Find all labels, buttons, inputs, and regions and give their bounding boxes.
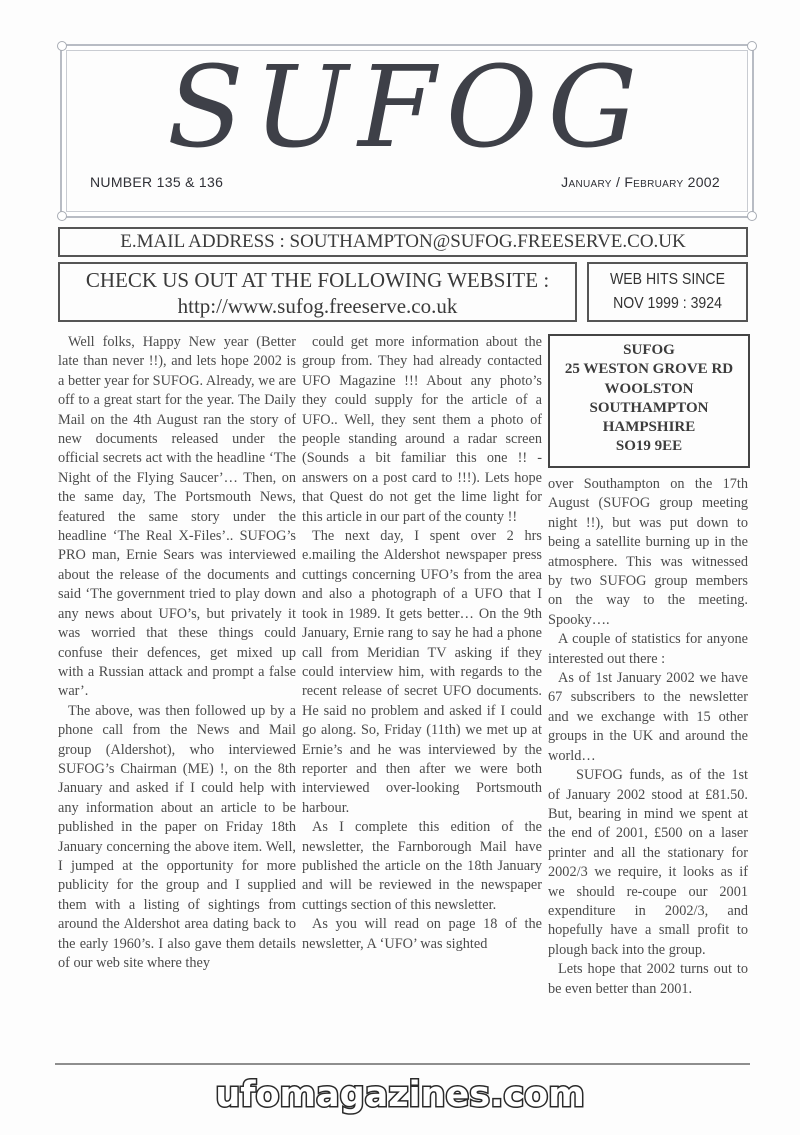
issue-date: January / February 2002	[561, 174, 720, 190]
address-line: HAMPSHIRE	[602, 419, 696, 436]
corner-ornament	[747, 211, 757, 221]
postal-address-box	[548, 334, 750, 468]
paragraph: Lets hope that 2002 turns out to be even better than 2001.	[548, 961, 748, 997]
masthead	[60, 44, 754, 218]
website-url[interactable]: http://www.sufog.freeserve.co.uk	[177, 294, 458, 318]
article-column-3	[548, 475, 748, 999]
address-line: SUFOG	[623, 342, 675, 358]
paragraph: over Southampton on the 17th August (SUFOG group meeting night !!), but was put down to being a satellite burning up in the atmosphere. This was witnessed by two SUFOG group members on the way to the meeting. Spooky….	[548, 476, 748, 628]
paragraph: As you will read on page 18 of the newsletter, A ‘UFO’ was sighted	[302, 916, 542, 952]
corner-ornament	[747, 41, 757, 51]
paragraph: could get more information about the group from. They had already contacted UFO Magazine !!! About any photo’s they could supply for the article of a UFO.. Well, they sent them a photo of people standing around a radar screen (Sounds a bit familiar this one !! - answers on a post card to !!!). Lets hope that Quest do not get the lime light for this article in our part of the county !!	[302, 334, 542, 525]
web-hits-box	[587, 262, 748, 322]
web-hits-label: WEB HITS SINCE	[609, 271, 726, 288]
paragraph: SUFOG funds, as of the 1st of January 2002 stood at £81.50. But, bearing in mind we spent at the end of 2001, £500 on a laser printer and all the stationary for 2002/3 we require, it looks as if we should re-coupe our 2001 expenditure in 2002/3, and hopefully have a small profit to plough back into the group.	[548, 767, 748, 958]
article-column-1	[58, 333, 296, 973]
paragraph: As of 1st January 2002 we have 67 subscribers to the newsletter and we exchange with 15 other groups in the UK and around the world…	[548, 670, 748, 764]
website-box	[58, 262, 577, 322]
web-hits-count: NOV 1999 : 3924	[613, 295, 722, 312]
paragraph: The next day, I spent over 2 hrs e.mailing the Aldershot newspaper press cuttings concerning UFO’s from the area and also a photograph of a UFO that I took in 1989. It gets better… On the 9th January, Ernie rang to say he had a phone call from Meridian TV asking if they could interview him, with regards to the recent release of secret UFO documents. He said no problem and asked if I could go along. So, Friday (11th) we met up at Ernie’s and he was interviewed by the reporter and then after we were both interviewed over-looking Portsmouth harbour.	[302, 528, 542, 816]
address-line: SOUTHAMPTON	[589, 399, 709, 416]
paragraph: Well folks, Happy New year (Better late than never !!), and lets hope 2002 is a better year for SUFOG. Already, we are off to a great start for the year. The Daily Mail on the 4th August ran the story of new documents released under the official secrets act with the headline ‘The Night of the Flying Saucer’… Then, on the same day, The Portsmouth News, featured the same story under the headline ‘The Real X-Files’.. SUFOG’s PRO man, Ernie Sears was interviewed about the release of the documents and said ‘The government tried to play down any news about UFO’s, but privately it was worried that these things could confuse their defences, get mixed up with a Russian attack and prompt a false war’.	[58, 334, 296, 700]
issue-number: NUMBER 135 & 136	[90, 174, 224, 190]
address-line: WOOLSTON	[604, 380, 694, 397]
paragraph: A couple of statistics for anyone interested out there :	[548, 631, 748, 667]
email-address-box: E.MAIL ADDRESS : SOUTHAMPTON@SUFOG.FREESERVE.CO.UK	[58, 227, 748, 257]
paragraph: As I complete this edition of the newsletter, the Farnborough Mail have published the article on the 18th January and will be reviewed in the newspaper cuttings section of this newsletter.	[302, 819, 542, 913]
paragraph: The above, was then followed up by a phone call from the News and Mail group (Aldershot), who interviewed SUFOG’s Chairman (ME) !, on the 8th January and asked if I could help with any information about an article to be published in the paper on Friday 18th January concerning the above item. Well, I jumped at the opportunity for more publicity for the group and I supplied them with a listing of sightings from around the Aldershot area dating back to the early 1960’s. I also gave them details of our web site where they	[58, 702, 296, 971]
newsletter-title: SUFOG	[166, 43, 648, 173]
article-column-2	[302, 333, 542, 954]
corner-ornament	[57, 211, 67, 221]
website-heading: CHECK US OUT AT THE FOLLOWING WEBSITE :	[85, 268, 550, 292]
address-line: SO19 9EE	[615, 438, 683, 455]
address-line: 25 WESTON GROVE RD	[564, 361, 734, 378]
corner-ornament	[57, 41, 67, 51]
watermark: ufomagazines.com	[215, 1075, 585, 1115]
bottom-rule	[55, 1063, 750, 1065]
